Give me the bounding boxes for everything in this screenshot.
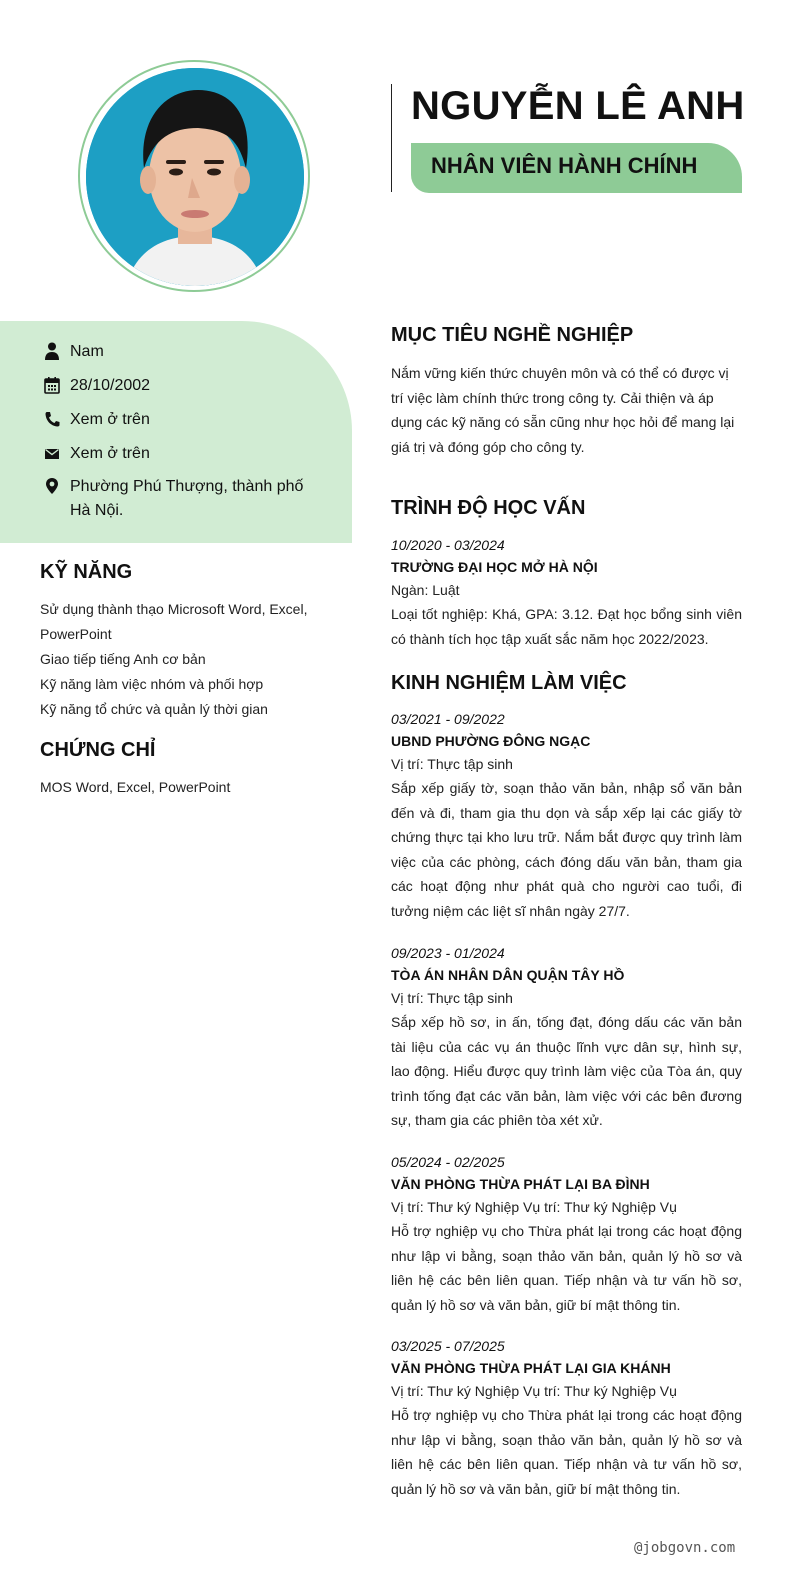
objective-text: Nắm vững kiến thức chuyên môn và có thể có được vị trí việc làm chính thức trong công ty. Cải thiện và áp dụng các kỹ năng có sẵn cũng như học hỏi để mang lại giá trị và đóng góp cho công ty.: [391, 365, 735, 455]
portrait-photo: [86, 68, 304, 286]
job-position: Vị trí: Thực tập sinh: [391, 990, 513, 1006]
job-position: Vị trí: Thư ký Nghiệp Vụ trí: Thư ký Nghiệp Vụ: [391, 1199, 677, 1215]
job-entry: [391, 1151, 742, 1317]
contact-phone: [44, 408, 150, 432]
candidate-name: NGUYỄN LÊ ANH: [411, 84, 745, 128]
education-heading: TRÌNH ĐỘ HỌC VẤN: [391, 497, 586, 519]
job-description: Sắp xếp giấy tờ, soạn thảo văn bản, nhập sổ văn bản đến và đi, tham gia thu dọn và sắp xếp lại các giấy tờ chứng thực tại kho lưu trữ. Nắm bắt được quy trình làm việc của các phòng, cách đóng dấu văn bản, tham gia các hoạt động như phát quà cho người cao tuổi, đi tưởng niệm các liệt sĩ nhân ngày 27/7.: [391, 780, 742, 919]
skill-item: Kỹ năng tổ chức và quản lý thời gian: [40, 701, 268, 717]
contact-email-text: Xem ở trên: [70, 445, 150, 462]
location-pin-icon: [44, 477, 60, 495]
header-divider: [391, 84, 392, 192]
job-organization: VĂN PHÒNG THỪA PHÁT LẠI BA ĐÌNH: [391, 1176, 650, 1192]
contact-birthday-text: 28/10/2002: [70, 377, 151, 394]
person-icon: [44, 342, 60, 360]
education-major: Ngàn: Luật: [391, 582, 460, 598]
contact-address-text: Phường Phú Thượng, thành phố Hà Nội.: [70, 478, 304, 519]
calendar-icon: [44, 376, 60, 394]
contact-birthday: [44, 374, 150, 398]
contact-email: [44, 442, 150, 466]
job-date: 03/2025 - 07/2025: [391, 1338, 505, 1354]
contact-phone-text: Xem ở trên: [70, 411, 150, 428]
job-entry: [391, 1335, 742, 1501]
objective-heading: MỤC TIÊU NGHỀ NGHIỆP: [391, 324, 634, 346]
skill-item: Sử dụng thành thạo Microsoft Word, Excel, PowerPoint: [40, 601, 308, 642]
contact-gender: [44, 340, 104, 364]
avatar: [86, 68, 304, 286]
phone-icon: [44, 410, 60, 428]
job-position: Vị trí: Thư ký Nghiệp Vụ trí: Thư ký Nghiệp Vụ: [391, 1383, 677, 1399]
job-date: 03/2021 - 09/2022: [391, 711, 505, 727]
certificate-item: MOS Word, Excel, PowerPoint: [40, 779, 231, 795]
skill-item: Giao tiếp tiếng Anh cơ bản: [40, 651, 206, 667]
job-organization: UBND PHƯỜNG ĐÔNG NGẠC: [391, 733, 591, 749]
skills-heading: KỸ NĂNG: [40, 561, 133, 583]
email-icon: [44, 444, 60, 462]
certificates-list: [40, 775, 330, 800]
job-description: Sắp xếp hồ sơ, in ấn, tống đạt, đóng dấu các văn bản tài liệu của các vụ án thuộc lĩnh vực dân sự, hình sự, lao động. Hiểu được quy trình làm việc của Tòa án, quy trình tống đạt các văn bản, làm việc với các bên đương sự, tham gia các phiên tòa xét xử.: [391, 1014, 742, 1128]
education-date: 10/2020 - 03/2024: [391, 537, 505, 553]
watermark: @jobgovn.com: [634, 1540, 736, 1556]
job-date: 05/2024 - 02/2025: [391, 1154, 505, 1170]
job-entry: [391, 942, 742, 1133]
education-detail: Loại tốt nghiệp: Khá, GPA: 3.12. Đạt học bổng sinh viên có thành tích học tập xuất sắc năm học 2022/2023.: [391, 606, 742, 647]
skills-list: [40, 597, 330, 722]
contact-gender-text: Nam: [70, 343, 104, 360]
job-organization: VĂN PHÒNG THỪA PHÁT LẠI GIA KHÁNH: [391, 1360, 671, 1376]
job-description: Hỗ trợ nghiệp vụ cho Thừa phát lại trong các hoạt động như lập vi bằng, soạn thảo văn bản, quản lý hồ sơ và liên hệ các bên liên quan. Tiếp nhận và tư vấn hồ sơ, quản lý hồ sơ và văn bản, giữ bí mật thông tin.: [391, 1407, 742, 1497]
experience-heading: KINH NGHIỆM LÀM VIỆC: [391, 672, 627, 694]
contact-address: [44, 475, 314, 523]
job-entry: [391, 708, 742, 923]
certificates-heading: CHỨNG CHỈ: [40, 739, 156, 761]
job-organization: TÒA ÁN NHÂN DÂN QUẬN TÂY HỒ: [391, 967, 625, 983]
education-entry: [391, 534, 742, 651]
education-school: TRƯỜNG ĐẠI HỌC MỞ HÀ NỘI: [391, 559, 598, 575]
job-title-badge: NHÂN VIÊN HÀNH CHÍNH: [411, 143, 742, 193]
job-position: Vị trí: Thực tập sinh: [391, 756, 513, 772]
job-description: Hỗ trợ nghiệp vụ cho Thừa phát lại trong các hoạt động như lập vi bằng, soạn thảo văn bản, quản lý hồ sơ và liên hệ các bên liên quan. Tiếp nhận và tư vấn hồ sơ, quản lý hồ sơ và văn bản, giữ bí mật thông tin.: [391, 1223, 742, 1313]
job-date: 09/2023 - 01/2024: [391, 945, 505, 961]
skill-item: Kỹ năng làm việc nhóm và phối hợp: [40, 676, 264, 692]
